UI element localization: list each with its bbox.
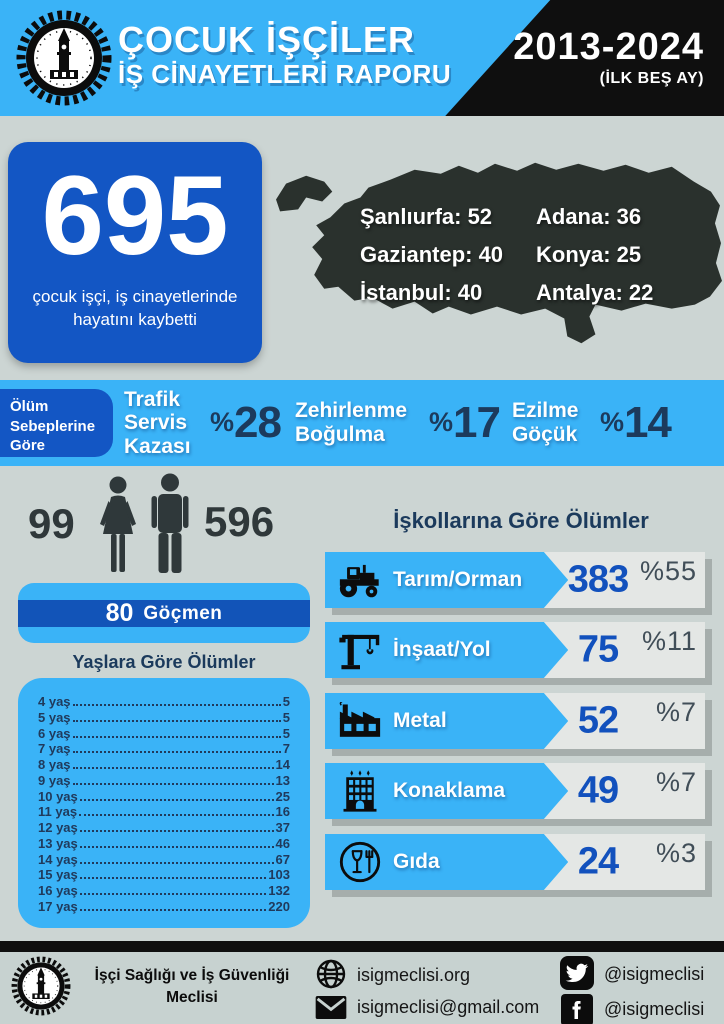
sector-bar-konaklama bbox=[325, 763, 705, 819]
percent-value: 14 bbox=[623, 398, 671, 447]
age-value: 5 bbox=[282, 709, 290, 725]
age-row bbox=[38, 757, 290, 772]
cause-percent bbox=[428, 398, 500, 447]
age-value: 103 bbox=[268, 867, 290, 883]
sector-label: Konaklama bbox=[393, 779, 506, 802]
age-value: 5 bbox=[282, 725, 290, 741]
city-stat: Şanlıurfa: 52 bbox=[360, 204, 493, 229]
cause-label: Trafik Servis Kazası bbox=[124, 387, 191, 458]
female-deaths-count: 99 bbox=[28, 500, 75, 547]
age-value: 67 bbox=[275, 851, 290, 867]
age-label: 5 yaş bbox=[38, 709, 71, 725]
age-label: 6 yaş bbox=[38, 725, 71, 741]
percent-value: 28 bbox=[234, 398, 281, 447]
factory-icon bbox=[337, 697, 383, 745]
age-label: 15 yaş bbox=[38, 867, 78, 883]
sector-bar-tarim-orman bbox=[325, 552, 705, 608]
percent-value: 17 bbox=[452, 398, 500, 447]
age-value: 14 bbox=[275, 757, 290, 773]
age-row bbox=[38, 820, 290, 835]
age-row bbox=[38, 773, 290, 788]
dotted-leader bbox=[73, 767, 274, 769]
dotted-leader bbox=[80, 799, 274, 801]
age-row bbox=[38, 867, 290, 882]
migrant-label: Göçmen bbox=[143, 602, 223, 624]
sector-percent: %55 bbox=[639, 556, 697, 586]
sector-label: Metal bbox=[393, 709, 447, 732]
website-text: isigmeclisi.org bbox=[357, 965, 471, 985]
dotted-leader bbox=[80, 846, 274, 848]
sector-bar-metal bbox=[325, 693, 705, 749]
male-icon bbox=[148, 473, 192, 578]
facebook-handle: @isigmeclisi bbox=[604, 999, 705, 1019]
migrant-count: 80 bbox=[105, 599, 134, 627]
isig-gear-logo-icon bbox=[14, 8, 114, 108]
age-label: 9 yaş bbox=[38, 772, 71, 788]
total-deaths-box bbox=[8, 142, 262, 363]
age-label: 8 yaş bbox=[38, 757, 71, 773]
age-value: 46 bbox=[275, 835, 290, 851]
age-value: 13 bbox=[275, 772, 290, 788]
age-value: 220 bbox=[268, 898, 290, 914]
city-stat: İstanbul: 40 bbox=[360, 280, 483, 305]
age-row bbox=[38, 899, 290, 914]
dotted-leader bbox=[80, 877, 267, 879]
city-stat: Konya: 25 bbox=[536, 242, 642, 267]
age-row bbox=[38, 789, 290, 804]
age-value: 16 bbox=[275, 804, 290, 820]
sector-bar-insaat-yol bbox=[325, 622, 705, 678]
total-deaths-caption: çocuk işçi, iş cinayetlerinde hayatını kaybetti bbox=[32, 287, 238, 329]
sector-label: Tarım/Orman bbox=[393, 568, 523, 591]
age-label: 7 yaş bbox=[38, 741, 71, 757]
title-line1: ÇOCUK İŞÇİLER bbox=[118, 19, 416, 60]
footer bbox=[0, 952, 724, 1024]
age-label: 4 yaş bbox=[38, 694, 71, 709]
male-deaths-count: 596 bbox=[204, 498, 275, 545]
dotted-leader bbox=[80, 862, 274, 864]
email-icon bbox=[315, 996, 347, 1019]
dotted-leader bbox=[73, 704, 281, 706]
report-period bbox=[513, 28, 704, 88]
age-value: 132 bbox=[268, 883, 290, 899]
sector-label: Gıda bbox=[393, 850, 440, 873]
female-icon bbox=[95, 476, 141, 578]
report-title bbox=[118, 20, 451, 89]
years-range: 2013-2024 bbox=[513, 26, 704, 68]
migrant-stripe bbox=[18, 600, 310, 627]
causes-items bbox=[124, 380, 671, 466]
years-note: (İLK BEŞ AY) bbox=[599, 70, 704, 87]
age-row bbox=[38, 710, 290, 725]
causes-band-label: Ölüm Sebeplerine Göre bbox=[0, 389, 113, 457]
causes-band bbox=[0, 380, 724, 466]
percent-sign: % bbox=[599, 407, 624, 437]
email-text: isigmeclisi@gmail.com bbox=[357, 997, 540, 1017]
age-value: 7 bbox=[282, 741, 290, 757]
age-label: 11 yaş bbox=[38, 804, 78, 820]
age-row bbox=[38, 694, 290, 709]
age-row bbox=[38, 804, 290, 819]
turkey-map bbox=[272, 140, 724, 378]
city-stat: Gaziantep: 40 bbox=[360, 242, 504, 267]
dotted-leader bbox=[80, 830, 274, 832]
sector-value: 383 bbox=[567, 558, 629, 601]
sector-percent: %7 bbox=[655, 697, 697, 727]
sectors-section-title: İşkollarına Göre Ölümler bbox=[393, 508, 649, 533]
age-row bbox=[38, 852, 290, 867]
twitter-icon bbox=[560, 956, 594, 990]
sector-bar-gida bbox=[325, 834, 705, 890]
organization-name: İşçi Sağlığı ve İş Güvenliği Meclisi bbox=[94, 967, 290, 1007]
sector-percent: %11 bbox=[641, 626, 697, 656]
sector-label: İnşaat/Yol bbox=[393, 638, 491, 661]
age-label: 13 yaş bbox=[38, 835, 78, 851]
age-value: 25 bbox=[275, 788, 290, 804]
age-label: 10 yaş bbox=[38, 788, 78, 804]
sector-value: 24 bbox=[577, 840, 619, 883]
cause-label: Zehirlenme Boğulma bbox=[294, 399, 408, 446]
city-stat: Adana: 36 bbox=[536, 204, 642, 229]
hotel-icon bbox=[337, 767, 383, 815]
migrant-bar bbox=[18, 583, 310, 643]
age-value: 5 bbox=[282, 694, 290, 709]
dotted-leader bbox=[80, 909, 267, 911]
percent-sign: % bbox=[210, 407, 235, 437]
dotted-leader bbox=[73, 720, 281, 722]
crane-icon bbox=[337, 626, 383, 674]
city-stat: Antalya: 22 bbox=[536, 280, 654, 305]
age-row bbox=[38, 741, 290, 756]
percent-sign: % bbox=[428, 407, 453, 437]
ages-section-title: Yaşlara Göre Ölümler bbox=[72, 652, 256, 672]
cause-percent bbox=[210, 398, 281, 447]
cause-label: Ezilme Göçük bbox=[511, 399, 579, 446]
title-line2: İŞ CİNAYETLERİ RAPORU bbox=[118, 58, 452, 89]
sector-value: 52 bbox=[577, 699, 619, 742]
age-row bbox=[38, 726, 290, 741]
twitter-handle: @isigmeclisi bbox=[604, 964, 705, 984]
cause-percent bbox=[599, 398, 671, 447]
age-row bbox=[38, 836, 290, 851]
food-icon bbox=[337, 838, 383, 886]
age-label: 12 yaş bbox=[38, 820, 78, 836]
dotted-leader bbox=[73, 736, 281, 738]
footer-divider bbox=[0, 941, 724, 952]
globe-icon bbox=[315, 958, 347, 990]
header bbox=[0, 0, 724, 116]
age-value: 37 bbox=[275, 820, 290, 836]
facebook-icon bbox=[561, 994, 593, 1024]
dotted-leader bbox=[79, 814, 273, 816]
sector-percent: %3 bbox=[655, 838, 697, 868]
dotted-leader bbox=[80, 893, 267, 895]
age-row bbox=[38, 883, 290, 898]
sector-value: 75 bbox=[577, 628, 619, 671]
isig-gear-logo-icon bbox=[10, 955, 72, 1017]
dotted-leader bbox=[73, 783, 274, 785]
ages-table bbox=[18, 678, 310, 928]
sector-percent: %7 bbox=[655, 767, 697, 797]
city-death-stats bbox=[360, 204, 653, 306]
total-deaths-number: 695 bbox=[41, 153, 229, 278]
age-label: 17 yaş bbox=[38, 898, 78, 914]
sector-value: 49 bbox=[577, 769, 619, 812]
age-label: 16 yaş bbox=[38, 883, 78, 899]
tractor-icon bbox=[337, 556, 383, 604]
dotted-leader bbox=[73, 751, 281, 753]
age-label: 14 yaş bbox=[38, 851, 78, 867]
